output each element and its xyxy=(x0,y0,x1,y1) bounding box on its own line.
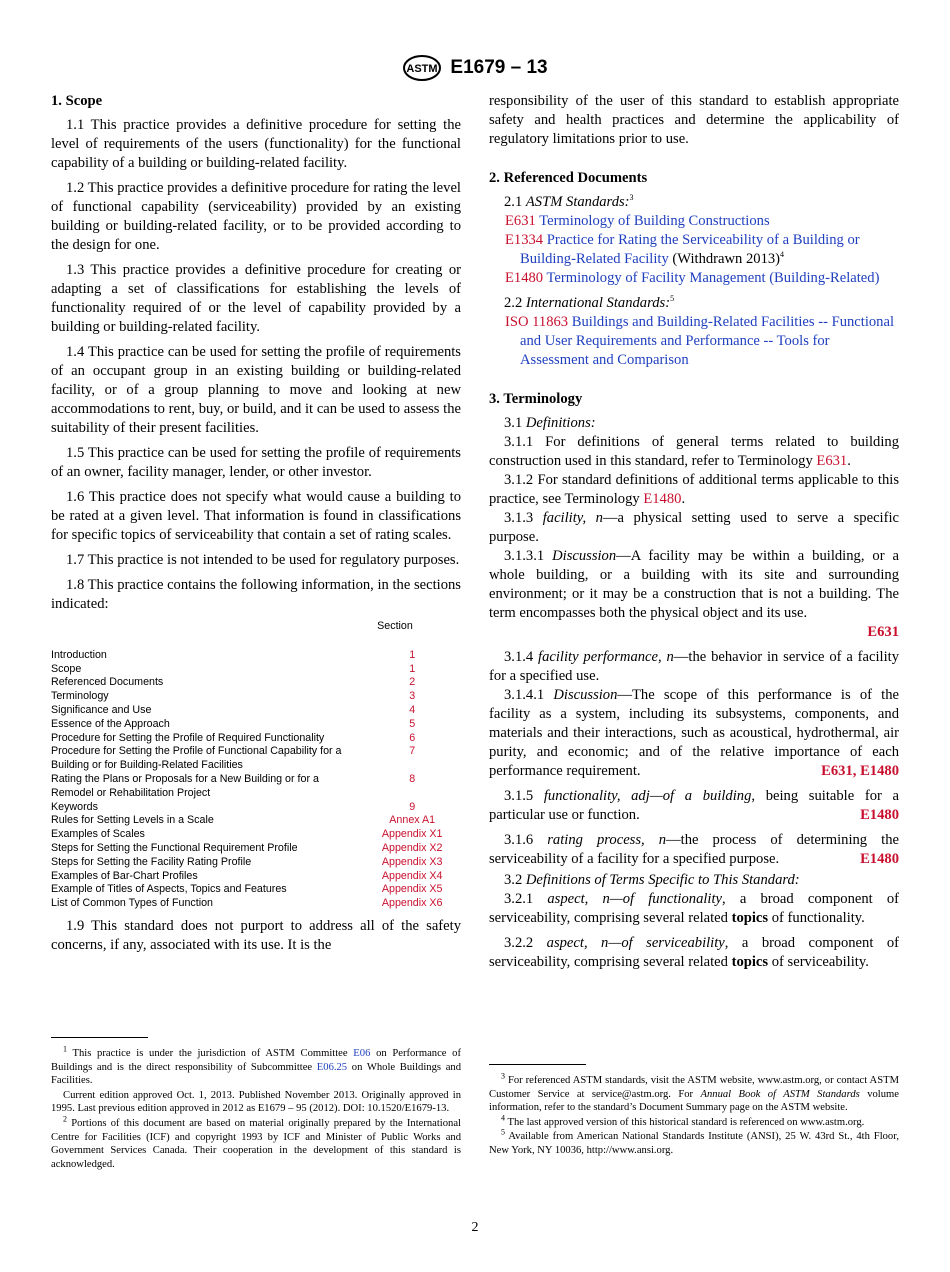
toc-section-link[interactable]: Appendix X3 xyxy=(381,855,443,868)
link-e631[interactable]: E631 xyxy=(816,453,848,469)
section-3-heading: 3. Terminology xyxy=(489,391,583,407)
para-3-1-3: 3.1.3 facility, n—a physical setting used to serve a specific purpose. xyxy=(489,510,899,545)
para-1-1: 1.1 This practice provides a definitive procedure for setting the level of requirements of the users (functionality) for the functional capability of a building or building-related facility. xyxy=(51,117,461,171)
toc-row xyxy=(51,676,461,690)
toc-section-link[interactable]: Appendix X1 xyxy=(381,828,443,841)
para-3-1-4-1: 3.1.4.1 Discussion—The scope of this performance is of the facility as a system, including its subsystems, components, and materials and their interactions, such as acoustical, hydrothermal, air purity, and economic; and of the relative importance of each performance requirement. E631, E1480 xyxy=(489,687,900,779)
toc-title: Steps for Setting the Functional Requirement Profile xyxy=(51,841,298,854)
right-footnotes xyxy=(489,1064,899,1159)
left-footnotes xyxy=(51,1037,461,1172)
link-e06[interactable]: E06 xyxy=(353,1048,371,1059)
para-1-9-cont: responsibility of the user of this standard to establish appropriate safety and health practices and determine the applicability of regulatory limitations prior to use. xyxy=(489,93,899,147)
para-3-2: 3.2 Definitions of Terms Specific to This Standard: xyxy=(504,872,800,888)
toc-title: Steps for Setting the Facility Rating Profile xyxy=(51,855,252,868)
section-1-heading: 1. Scope xyxy=(51,93,103,109)
toc-title: Procedure for Setting the Profile of Functional Capability for a Building or for Building-Related Facilities xyxy=(51,745,342,772)
astm-logo-icon xyxy=(402,54,442,82)
document-designation: E1679 – 13 xyxy=(450,57,548,78)
source-tag: E1480 xyxy=(860,851,899,867)
para-1-2: 1.2 This practice provides a definitive procedure for rating the level of functional capability (serviceability) provided by an existing building or building-related facility, or to be provided according to the design for one. xyxy=(51,180,461,253)
footnote-rule xyxy=(51,1037,148,1038)
footnote-2: $^2$ Portions of this document are based on material originally prepared by the International Centre for Facilities (ICF) and copyright 1993 by ICF and Minister of Public Works and Government Services Canada. Their cooperation in the development of this standard is acknowledged. xyxy=(51,1114,461,1170)
toc-title: Example of Titles of Aspects, Topics and Features xyxy=(51,883,287,896)
toc-title: List of Common Types of Function xyxy=(51,897,213,910)
toc-section-link[interactable]: 1 xyxy=(409,648,416,661)
toc-row xyxy=(51,856,461,870)
para-3-1-6: 3.1.6 rating process, n—the process of determining the serviceability of a facility for a specified purpose. E1480 xyxy=(489,832,899,867)
toc-title: Referenced Documents xyxy=(51,676,164,689)
ref-e1334[interactable]: E1334 Practice for Rating the Serviceability of a Building or Building-Related Facility (Withdrawn 2013)$^4$ xyxy=(505,232,860,267)
para-1-9: 1.9 This standard does not purport to address all of the safety concerns, if any, associated with its use. It is the xyxy=(51,917,461,953)
toc-title: Rating the Plans or Proposals for a New Building or for a Remodel or Rehabilitation Project xyxy=(51,772,319,799)
toc-row xyxy=(51,801,461,815)
toc-row xyxy=(51,649,461,663)
toc-section-link[interactable]: 2 xyxy=(409,676,416,689)
para-1-3: 1.3 This practice provides a definitive procedure for creating or adapting a set of classifications for establishing the levels of functionality required of or the level of capability provided by a building or building-related facility. xyxy=(51,262,461,335)
para-3-1-4: 3.1.4 facility performance, n—the behavior in service of a facility for a specified use. xyxy=(489,649,900,684)
toc-section-link[interactable]: Annex A1 xyxy=(389,814,436,827)
logo-text: ASTM xyxy=(406,63,438,75)
footnote-rule xyxy=(489,1064,586,1065)
para-1-7: 1.7 This practice is not intended to be used for regulatory purposes. xyxy=(66,552,460,568)
section-2-heading: 2. Referenced Documents xyxy=(489,170,648,186)
toc-row xyxy=(51,690,461,704)
footnote-4: $^4$ The last approved version of this historical standard is referenced on www.astm.org. xyxy=(501,1113,865,1128)
toc-section-link[interactable]: 8 xyxy=(409,772,416,785)
footnote-3: $^3$ For referenced ASTM standards, visit the ASTM website, www.astm.org, or contact ASTM Customer Service at service@astm.org. For Annual Book of ASTM Standards volume information, refer to the standard’s Document Summary page on the ASTM website. xyxy=(489,1071,899,1114)
toc-title: Significance and Use xyxy=(51,703,152,716)
left-column xyxy=(51,92,461,955)
para-1-6: 1.6 This practice does not specify what would cause a building to be rated at a given level. That information is found in classifications for specific topics of serviceability that contain a set of rating scales. xyxy=(51,489,461,543)
source-tag: E631, E1480 xyxy=(821,763,899,779)
toc-section-link[interactable]: Appendix X6 xyxy=(381,897,443,910)
para-3-1: 3.1 Definitions: xyxy=(504,415,596,431)
toc-row xyxy=(51,773,461,801)
toc-row xyxy=(51,745,461,773)
para-3-2-1: 3.2.1 aspect, n—of functionality, a broad component of serviceability, comprising several related topics of functionality. xyxy=(489,891,900,926)
source-tag: E631 xyxy=(867,624,899,640)
toc-title: Procedure for Setting the Profile of Required Functionality xyxy=(51,731,325,744)
link-e1480[interactable]: E1480 xyxy=(643,491,682,507)
toc-section-link[interactable]: 7 xyxy=(409,745,416,758)
toc-section-link[interactable]: 6 xyxy=(409,731,416,744)
toc-section-link[interactable]: Appendix X5 xyxy=(381,883,443,896)
toc-title: Scope xyxy=(51,662,82,675)
page-header xyxy=(0,54,950,87)
footnote-5: $^5$ Available from American National Standards Institute (ANSI), 25 W. 43rd St., 4th Floor, New York, NY 10036, http://www.ansi.org. xyxy=(489,1127,899,1156)
ref-e1480[interactable]: E1480 Terminology of Facility Management (Building-Related) xyxy=(505,270,880,286)
toc-section-link[interactable]: 3 xyxy=(409,690,416,703)
toc-section-link[interactable]: 1 xyxy=(409,662,416,675)
footnote-1: $^1$ This practice is under the jurisdiction of ASTM Committee E06 on Performance of Buildings and is the direct responsibility of Subcommittee E06.25 on Whole Buildings and Facilities. xyxy=(51,1044,462,1087)
toc-title: Rules for Setting Levels in a Scale xyxy=(51,814,214,827)
toc-row xyxy=(51,897,461,911)
toc-row xyxy=(51,814,461,828)
para-3-1-2: 3.1.2 For standard definitions of additional terms applicable to this practice, see Terminology E1480. xyxy=(489,472,899,507)
toc-section-link[interactable]: 9 xyxy=(409,800,416,813)
ref-iso-11863[interactable]: ISO 11863 Buildings and Building-Related Facilities -- Functional and User Requirements and Performance -- Tools for Assessment and Comparison xyxy=(505,314,894,368)
right-column xyxy=(489,92,899,972)
para-2-2: 2.2 International Standards:$^5$ xyxy=(504,294,675,311)
toc-title: Terminology xyxy=(51,690,109,703)
source-tag: E1480 xyxy=(860,807,899,823)
page-number: 2 xyxy=(471,1220,479,1235)
contents-table xyxy=(51,620,461,911)
toc-title: Essence of the Approach xyxy=(51,717,170,730)
toc-title: Examples of Bar-Chart Profiles xyxy=(51,869,198,882)
para-1-5: 1.5 This practice can be used for setting the profile of requirements of an owner, facility manager, lender, or other investor. xyxy=(51,445,461,480)
para-3-1-5: 3.1.5 functionality, adj—of a building, being suitable for a particular use or function. E1480 xyxy=(489,788,899,823)
link-e06-25[interactable]: E06.25 xyxy=(316,1061,348,1073)
ref-e631[interactable]: E631 Terminology of Building Constructions xyxy=(505,213,770,229)
para-3-1-1: 3.1.1 For definitions of general terms related to building construction used in this standard, refer to Terminology E631. xyxy=(489,434,899,469)
toc-header: Section xyxy=(377,620,413,632)
toc-section-link[interactable]: 4 xyxy=(409,703,416,716)
toc-row xyxy=(51,883,461,897)
toc-title: Introduction xyxy=(51,648,107,661)
para-3-1-3-1: 3.1.3.1 Discussion—A facility may be within a building, or a whole building, or a building with its site and surrounding environment; or it may be a construction that is not a building. The term encompasses both the physical object and its use. xyxy=(489,548,900,621)
toc-title: Keywords xyxy=(51,800,98,813)
para-1-4: 1.4 This practice can be used for setting the profile of requirements of an occupant group in an existing building or building-related facility, or of a group planning to move and looking at new accommodations to rent, buy, or build, and it can be used to assess the suitability of their present facilities. xyxy=(51,344,461,436)
footnote-1-edition: Current edition approved Oct. 1, 2013. Published November 2013. Originally approved in 1995. Last previous edition approved in 2012 as E1679 – 95 (2012). DOI: 10.1520/E1679-13. xyxy=(51,1089,461,1115)
toc-section-link[interactable]: Appendix X2 xyxy=(381,841,443,854)
toc-row xyxy=(51,732,461,746)
para-1-8: 1.8 This practice contains the following information, in the sections indicated: xyxy=(51,577,461,612)
toc-section-link[interactable]: Appendix X4 xyxy=(381,869,443,882)
toc-section-link[interactable]: 5 xyxy=(409,717,416,730)
toc-row xyxy=(51,704,461,718)
para-2-1: 2.1 ASTM Standards:$^3$ xyxy=(504,193,634,210)
toc-title: Examples of Scales xyxy=(51,828,145,841)
toc-row xyxy=(51,842,461,856)
toc-row xyxy=(51,828,461,842)
toc-row xyxy=(51,663,461,677)
toc-row xyxy=(51,870,461,884)
toc-row xyxy=(51,718,461,732)
para-3-2-2: 3.2.2 aspect, n—of serviceability, a broad component of serviceability, comprising several related topics of serviceability. xyxy=(489,935,899,970)
